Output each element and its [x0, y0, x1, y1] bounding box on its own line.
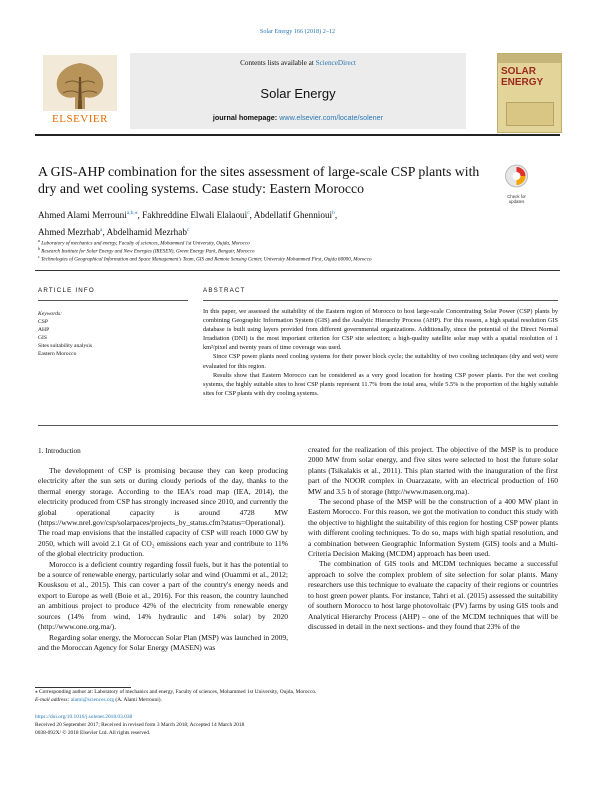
keyword: CSP: [38, 319, 48, 325]
affiliation-mark: a: [38, 238, 40, 243]
author-name: Ahmed Alami Merrouni: [38, 210, 127, 221]
cover-title: SOLAR ENERGY: [501, 66, 544, 88]
article-info-rule: [38, 300, 188, 301]
body-paragraph: Regarding solar energy, the Moroccan Solar Plan (MSP) was launched in 2009, and the Moroccan Agency for Solar Energy (MASEN) was: [38, 632, 288, 652]
header-rule: [35, 134, 560, 136]
abstract-paragraph: In this paper, we assessed the suitability of the Eastern region of Morocco to host large-scale Concentrating Solar Power (CSP) plants by combining Geographic Information System (GIS) and the Analytic Hierarchy Process (AHP). For this reason, a high spatial resolution GIS database is built using layers provided from different governmental organizations. Additionally, since the potential of the Direct Normal Irradiation (DNI) is the most important criterion for CSP site selection; a high-quality satellite solar map with a spatial resolution of 1 km²/pixel and twenty years of time coverage was used.: [203, 308, 558, 352]
elsevier-logo: [35, 53, 125, 129]
email-owner: (A. Alami Merrouni).: [114, 697, 162, 703]
author-line-2: Ahmed Mezrhab$^a$, Abdelhamid Mezrhab$^c$: [38, 226, 190, 237]
sciencedirect-link[interactable]: ScienceDirect: [315, 59, 356, 67]
journal-cover: [497, 53, 562, 133]
keyword: Sites suitability analysis: [38, 343, 93, 349]
contents-line: [130, 59, 466, 67]
author-name: Ahmed Mezrhab: [38, 226, 100, 237]
abstract-heading: ABSTRACT: [203, 287, 246, 294]
body-paragraph: created for the realization of this project. The objective of the MSP is to produce 2000 MW from solar energy, and five sites were selected to host the future solar plants (Tsikalakis et al., 2011). This plan started with the inauguration of the first part of the NOOR complex in Ouarzazate, with an electrical production of 160 MW and 3.5 h of storage (http://www.masen.org.ma).: [308, 445, 558, 496]
keyword: AHP: [38, 327, 50, 333]
abstract-rule: [203, 300, 558, 301]
journal-homepage: [130, 113, 466, 122]
author-name: Abdellatif Ghennioui: [253, 210, 333, 221]
author-line-1: Ahmed Alami Merrouni$^{a,b,⁎}$, Fakhreddine Elwali Elalaoui$^c$, Abdellatif Ghennioui$^b$,: [38, 210, 338, 221]
body-column-left: [38, 466, 288, 653]
body-paragraph: The second phase of the MSP will be the construction of a 400 MW plant in Eastern Morocco. For this reason, we got the motivation to conduct this study with the objective to highlight the suitability of this region for hosting CSP power plants with different cooling techniques. To do so, maps with high spatial resolution, and a combination between Geographic Information System (GIS) tools and a Multi-Criteria Decision Making (MCDM) approach has been used.: [308, 497, 558, 559]
affiliation-text: Laboratory of mechanics and energy, Faculty of sciences, Mohammed 1st University, Oujda, Morocco: [41, 240, 250, 247]
abstract-body: [203, 307, 558, 398]
copyright-line: 0038-092X/ © 2018 Elsevier Ltd. All rights reserved.: [35, 730, 151, 736]
doi-link[interactable]: https://doi.org/10.1016/j.solener.2018.03.038: [35, 714, 133, 720]
body-paragraph: Morocco is a deficient country regarding fossil fuels, but it has the potential to be a source of renewable energy, particularly solar and wind (Ouammi et al., 2012; Kousksou et al., 2015). This can cover a part of the country's energy needs and export to Europe as well (Boie et al., 2016). For this reason, the country launched an ambitious project to produce 42% of the electricity from renewable energy sources (14% from wind, 14% hydraulic and 14% solar) by 2020 (http://www.one.org.ma/).: [38, 559, 288, 632]
body-column-right: [308, 445, 558, 632]
author-affil-mark[interactable]: c: [186, 226, 190, 233]
contents-prefix: Contents lists available at: [240, 59, 316, 67]
check-updates-label: Check for updates: [507, 194, 526, 204]
email-label: E-mail address:: [35, 697, 71, 703]
homepage-label: journal homepage:: [212, 113, 280, 122]
publisher-name: ELSEVIER: [52, 113, 108, 125]
affiliation: [38, 254, 538, 263]
body-paragraph: The development of CSP is promising because they can keep producing electricity after the sun sets or during cloudy periods of the day, thanks to the thermal energy storage. According to the IEA's road map (IEA, 2014), the electricity produced from CSP has strongly increased since 2010, and currently the global operational capacity is around 4728 MW (https://www.nrel.gov/csp/solarpaces/projects_by_status.cfm?status=Operational). The road map envisions that the installed capacity of CSP will reach 1000 GW by 2050, which will avoid 2.1 Gt of CO₂ emissions each year and contribute to 11% of the global electricity production.: [38, 466, 288, 559]
email-link[interactable]: alami@sciences.org: [70, 697, 115, 703]
abstract-paragraph: Since CSP power plants need cooling systems for their power block cycle; the suitability of two cooling techniques (dry and wet) were evaluated for this region.: [203, 353, 558, 370]
keywords-label: Keywords:: [38, 311, 63, 317]
article-title: A GIS-AHP combination for the sites assessment of large-scale CSP plants with dry and wet cooling systems. Case study: Eastern Morocco: [38, 164, 480, 196]
homepage-link[interactable]: www.elsevier.com/locate/solener: [279, 113, 384, 122]
footnote-rule: [35, 687, 131, 688]
keyword: Eastern Morocco: [38, 351, 77, 357]
author-name: Fakhreddine Elwali Elalaoui: [142, 210, 248, 221]
affiliation-text: Technologies of Geographical Information and Space Management's Team, GIS and Remote Sensing Center, University Mohammed First, Oujda 60000, Morocco: [41, 256, 372, 263]
section-heading: 1. Introduction: [38, 447, 81, 455]
corresponding-author-note: ⁎ Corresponding author at: Laboratory of mechanics and energy, Faculty of sciences, Mohammed 1st University, Oujda, Morocco.: [35, 689, 317, 695]
author-name: Abdelhamid Mezrhab: [106, 226, 187, 237]
affiliation-mark: c: [38, 254, 40, 259]
author-affil-mark[interactable]: a,b,⁎: [126, 210, 138, 216]
check-updates-icon: [503, 163, 530, 189]
received-dates: Received 20 September 2017; Received in revised form 3 March 2018; Accepted 14 March 2018: [35, 722, 245, 728]
author-affil-mark[interactable]: a: [100, 226, 103, 233]
email-line: [35, 697, 162, 704]
abstract-paragraph: Results show that Eastern Morocco can be considered as a very good location for hosting CSP power plants. For the wet cooling systems, the highly suitable sites to host CSP plants represent 11.7% from the total area, while 5.5% is the proportion of the highly suitable sites for CSP plants with dry cooling systems.: [203, 371, 558, 397]
abstract-bottom-rule: [38, 425, 558, 426]
article-info-heading: ARTICLE INFO: [38, 287, 95, 294]
author-list: [38, 206, 508, 239]
running-head[interactable]: Solar Energy 166 (2018) 2–12: [259, 28, 336, 35]
affiliation-rule: [35, 270, 560, 271]
check-for-updates-badge[interactable]: [503, 163, 530, 203]
author-affil-mark[interactable]: b: [332, 210, 335, 216]
keyword: GIS: [38, 335, 48, 341]
author-affil-mark[interactable]: c: [247, 210, 250, 216]
affiliation-mark: b: [38, 246, 40, 251]
body-paragraph: The combination of GIS tools and MCDM techniques became a successful approach to solve the complex problem of site selection for solar plants. Many researchers use this technique to evaluate the capacity of their regions or countries to host green power plants. For instance, Tahri et al. (2015) assessed the suitability of southern Morocco to host large photovoltaic (PV) farms by using GIS tools and Analytical Hierarchy Process (AHP) – one of the MCDM techniques that will be discussed in detail in the next sections- and they found that 23% of the: [308, 559, 558, 631]
journal-title: Solar Energy: [260, 86, 336, 101]
affiliation-text: Research Institute for Solar Energy and New Energies (IRESEN), Green Energy Park, Benguir, Morocco: [41, 248, 255, 255]
